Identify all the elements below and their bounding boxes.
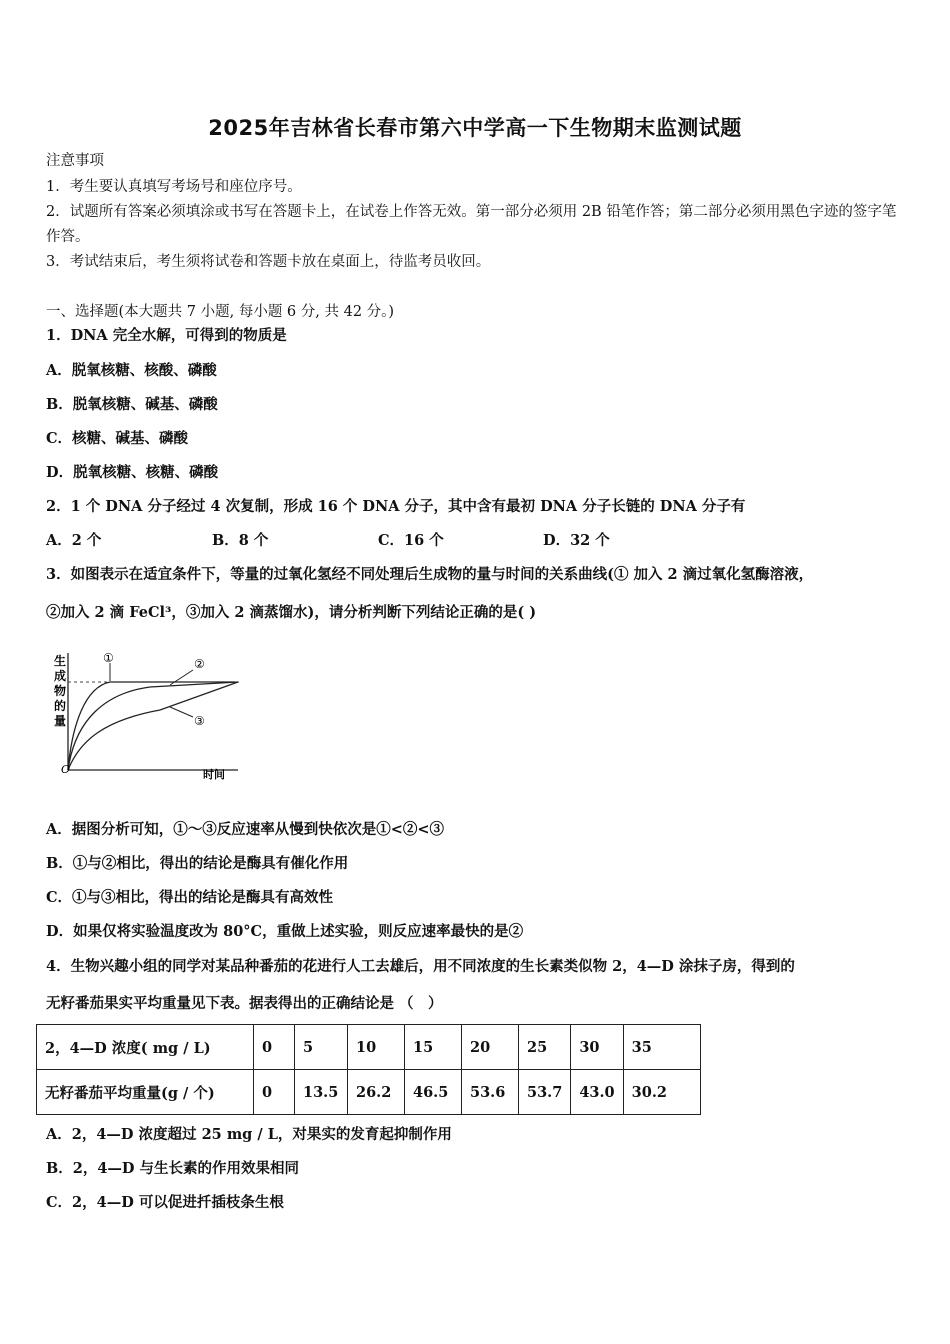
notice-item-1: 1．考生要认真填写考场号和座位序号。 (46, 179, 302, 195)
curve-3 (68, 682, 238, 770)
table-cell: 30 (571, 1025, 623, 1070)
q3-option-a: A．据图分析可知，①～③反应速率从慢到快依次是①<②<③ (46, 821, 445, 838)
q1-option-b: B．脱氧核糖、碱基、磷酸 (46, 396, 218, 413)
q2-option-d: D．32 个 (543, 532, 610, 549)
curve-2-label: ② (194, 657, 205, 671)
origin-label: O (61, 763, 71, 776)
concentration-weight-table (36, 1024, 701, 1115)
y-label-char-1: 生 (54, 654, 67, 668)
q2-stem: 2．1 个 DNA 分子经过 4 次复制，形成 16 个 DNA 分子，其中含有最初 DNA 分子长链的 DNA 分子有 (46, 498, 746, 515)
table-cell: 53.6 (462, 1070, 519, 1115)
notice-heading: 注意事项 (46, 153, 104, 169)
table-cell: 43.0 (571, 1070, 623, 1115)
q1-option-d: D．脱氧核糖、核糖、磷酸 (46, 464, 219, 481)
table-cell: 0 (254, 1025, 295, 1070)
y-label-char-2: 成 (54, 669, 67, 683)
q1-option-a: A．脱氧核糖、核酸、磷酸 (46, 362, 217, 379)
page-title: 2025年吉林省长春市第六中学高一下生物期末监测试题 (208, 116, 742, 140)
q4-stem-line2: 无籽番茄果实平均重量见下表。据表得出的正确结论是 （ ） (46, 995, 443, 1012)
table-row (37, 1025, 701, 1070)
q4-option-c: C．2，4—D 可以促进扦插枝条生根 (46, 1194, 284, 1211)
table-cell: 5 (295, 1025, 348, 1070)
q1-stem: 1．DNA 完全水解，可得到的物质是 (46, 327, 287, 344)
q4-option-a: A．2，4—D 浓度超过 25 mg / L，对果实的发育起抑制作用 (46, 1126, 452, 1143)
table-cell: 15 (405, 1025, 462, 1070)
notice-item-2: 2．试题所有答案必须填涂或书写在答题卡上，在试卷上作答无效。第一部分必须用 2B 铅笔作答；第二部分必须用黑色字迹的签字笔作答。 (46, 204, 897, 245)
q2-option-b: B．8 个 (212, 532, 269, 549)
y-label-char-5: 量 (54, 714, 67, 728)
table-cell: 30.2 (623, 1070, 700, 1115)
section-heading: 一、选择题(本大题共 7 小题, 每小题 6 分, 共 42 分。) (46, 304, 395, 320)
table-cell: 13.5 (295, 1070, 348, 1115)
q2-option-c: C．16 个 (378, 532, 444, 549)
curve-2 (68, 682, 238, 770)
q3-option-c: C．①与③相比，得出的结论是酶具有高效性 (46, 889, 334, 906)
x-axis-label: 时间 (203, 768, 225, 781)
q3-stem-line1: 3．如图表示在适宜条件下，等量的过氧化氢经不同处理后生成物的量与时间的关系曲线(① 加入 2 滴过氧化氢酶溶液， (46, 566, 814, 583)
q3-stem-line2: ②加入 2 滴 FeCl³，③加入 2 滴蒸馏水)，请分析判断下列结论正确的是( ) (46, 604, 537, 621)
q3-option-d: D．如果仅将实验温度改为 80°C，重做上述实验，则反应速率最快的是② (46, 923, 524, 940)
curve-1-label: ① (103, 651, 114, 665)
q4-stem-line1: 4．生物兴趣小组的同学对某品种番茄的花进行人工去雄后，用不同浓度的生长素类似物 2，4—D 涂抹子房，得到的 (46, 958, 795, 975)
y-label-char-3: 物 (54, 684, 67, 698)
table-cell: 26.2 (348, 1070, 405, 1115)
table-cell: 46.5 (405, 1070, 462, 1115)
table-cell: 10 (348, 1025, 405, 1070)
table-cell: 35 (623, 1025, 700, 1070)
table-cell: 20 (462, 1025, 519, 1070)
table-cell: 0 (254, 1070, 295, 1115)
table-cell: 25 (519, 1025, 571, 1070)
table-row-header: 2，4—D 浓度( mg / L) (37, 1025, 254, 1070)
q1-option-c: C．核糖、碱基、磷酸 (46, 430, 189, 447)
curve-3-label: ③ (194, 714, 205, 728)
notice-item-3: 3．考试结束后，考生须将试卷和答题卡放在桌面上，待监考员收回。 (46, 254, 491, 270)
table-row (37, 1070, 701, 1115)
q2-option-a: A．2 个 (46, 532, 102, 549)
y-label-char-4: 的 (54, 699, 67, 713)
table-cell: 53.7 (519, 1070, 571, 1115)
q3-option-b: B．①与②相比，得出的结论是酶具有催化作用 (46, 855, 349, 872)
curve-1 (68, 682, 235, 770)
reaction-curve-figure (50, 645, 250, 785)
table-row-header: 无籽番茄平均重量(g / 个) (37, 1070, 254, 1115)
q4-option-b: B．2，4—D 与生长素的作用效果相同 (46, 1160, 300, 1177)
